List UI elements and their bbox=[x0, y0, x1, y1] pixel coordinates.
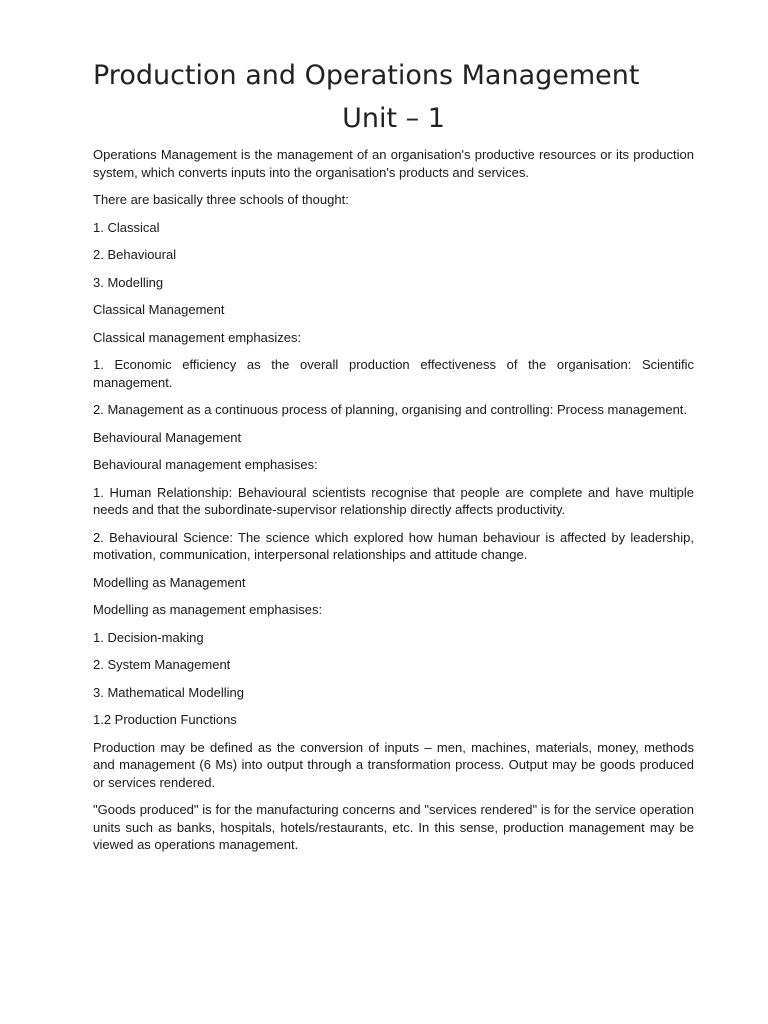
list-item-classical: 1. Classical bbox=[93, 219, 160, 235]
paragraph-modelling-emphasises: Modelling as management emphasises: bbox=[93, 602, 323, 617]
paragraph-classical-emphasizes: Classical management emphasizes: bbox=[93, 329, 302, 345]
paragraph-schools: There are basically three schools of thought: bbox=[93, 192, 349, 207]
list-item-behavioural: 2. Behavioural bbox=[93, 247, 177, 262]
paragraph-production-definition: Production may be defined as the conversion of inputs – men, machines, materials, money, methods and management (6 Ms) into output through a transformation process. Output may be goods produced or services rendered. bbox=[93, 739, 694, 790]
list-item-human-relationship: 1. Human Relationship: Behavioural scientists recognise that people are complete and have multiple needs and that the subordinate-supervisor relationship directly affects productivity. bbox=[93, 484, 694, 517]
paragraph-behavioural-emphasises: Behavioural management emphasises: bbox=[93, 457, 318, 472]
document-title: Production and Operations Management bbox=[93, 60, 640, 91]
list-item-system-management: 2. System Management bbox=[93, 657, 231, 672]
list-item-behavioural-science: 2. Behavioural Science: The science which explored how human behaviour is affected by leadership, motivation, communication, interpersonal relationships and attitude change. bbox=[93, 529, 694, 562]
list-item-process-management: 2. Management as a continuous process of planning, organising and controlling: Process management. bbox=[93, 402, 688, 417]
heading-classical-management: Classical Management bbox=[93, 302, 225, 317]
paragraph-goods-services: "Goods produced" is for the manufacturing concerns and "services rendered" is for the service operation units such as banks, hospitals, hotels/restaurants, etc. In this sense, production management may be viewed as operations management. bbox=[93, 802, 694, 852]
document-body bbox=[93, 146, 694, 864]
list-item-mathematical-modelling: 3. Mathematical Modelling bbox=[93, 684, 245, 700]
heading-production-functions: 1.2 Production Functions bbox=[93, 712, 237, 727]
document-subtitle: Unit – 1 bbox=[342, 103, 445, 134]
list-item-decision-making: 1. Decision-making bbox=[93, 629, 204, 645]
heading-behavioural-management: Behavioural Management bbox=[93, 429, 242, 445]
paragraph-intro: Operations Management is the management of an organisation's productive resources or its production system, which converts inputs into the organisation's products and services. bbox=[93, 147, 694, 180]
list-item-modelling: 3. Modelling bbox=[93, 274, 164, 290]
heading-modelling-management: Modelling as Management bbox=[93, 574, 246, 590]
list-item-economic-efficiency: 1. Economic efficiency as the overall production effectiveness of the organisation: Scientific management. bbox=[93, 357, 694, 390]
